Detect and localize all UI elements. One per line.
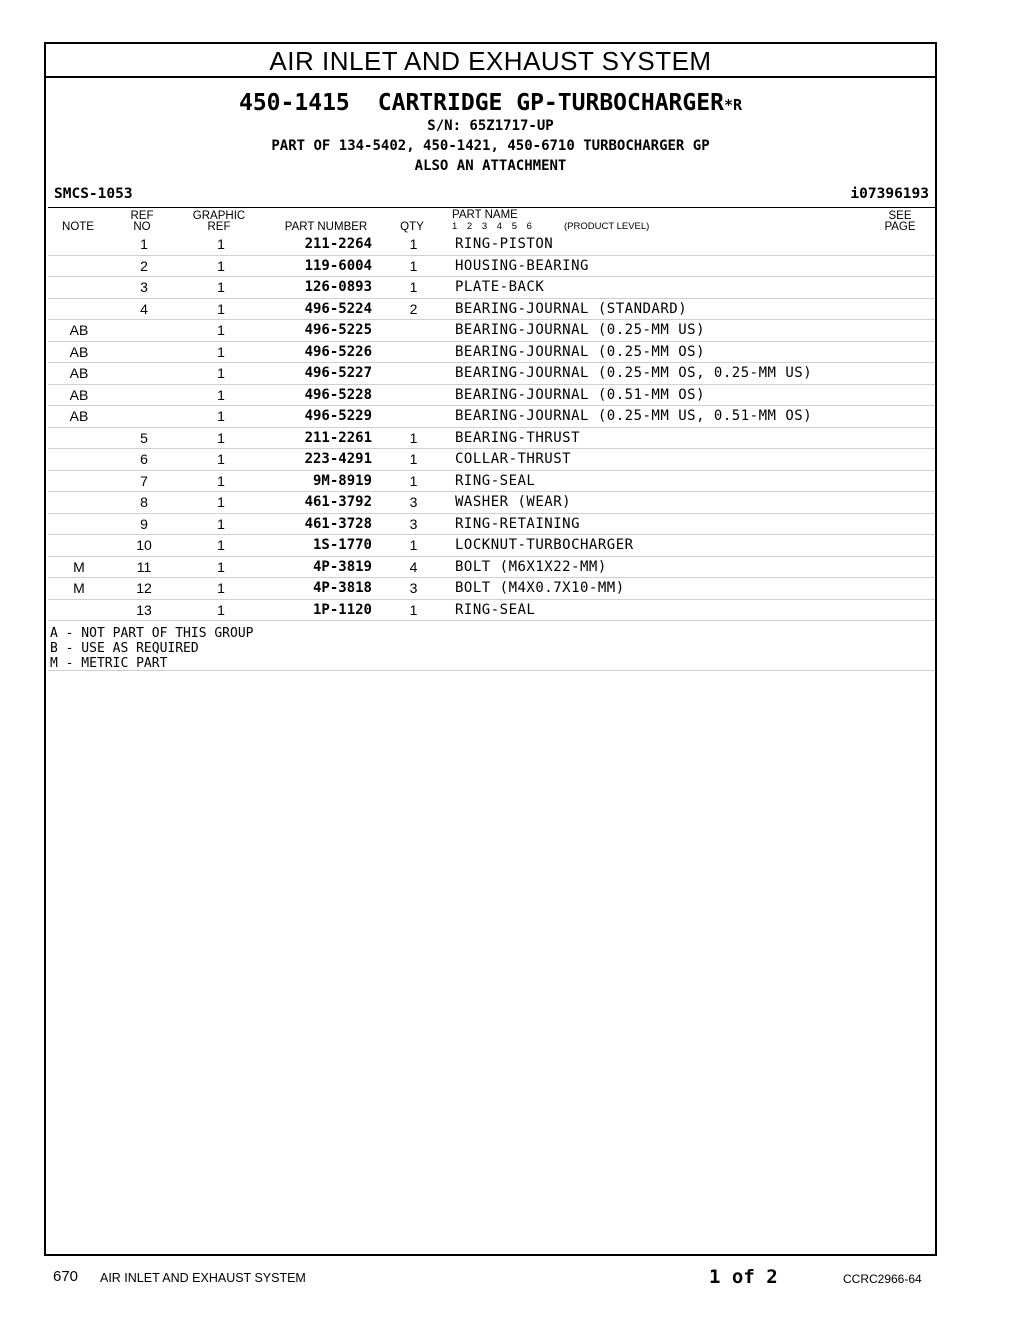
header-see-page: [880, 211, 920, 233]
system-title: AIR INLET AND EXHAUST SYSTEM: [46, 44, 935, 78]
header-part-number: PART NUMBER: [284, 221, 368, 233]
row-part-number: 461-3792: [264, 492, 372, 514]
row-note: [48, 535, 110, 557]
table-row: [48, 255, 935, 277]
illustration-id: i07396193: [850, 186, 929, 202]
row-part-number: 126-0893: [264, 277, 372, 299]
row-ref-no: 13: [110, 599, 178, 621]
row-qty: [372, 406, 455, 428]
row-part-name: BEARING-JOURNAL (0.51-MM OS): [455, 384, 935, 406]
header-ref: [122, 211, 162, 233]
row-part-name: RING-SEAL: [455, 470, 935, 492]
row-part-number: 496-5227: [264, 363, 372, 385]
row-qty: [372, 341, 455, 363]
row-part-number: 1S-1770: [264, 535, 372, 557]
footer-page-of: 1 of 2: [709, 1266, 778, 1288]
row-part-number: 496-5224: [264, 298, 372, 320]
row-ref-no: 4: [110, 298, 178, 320]
group-title: [46, 90, 935, 116]
table-row: [48, 513, 935, 535]
row-part-number: 1P-1120: [264, 599, 372, 621]
header-graphic-bottom: REF: [207, 221, 231, 233]
row-part-name: BEARING-THRUST: [455, 427, 935, 449]
table-row: [48, 384, 935, 406]
table-row: [48, 277, 935, 299]
row-graphic-ref: 1: [178, 406, 264, 428]
row-qty: [372, 320, 455, 342]
row-note: AB: [48, 406, 110, 428]
row-part-name: BEARING-JOURNAL (0.25-MM US, 0.51-MM OS): [455, 406, 935, 428]
row-part-name: BEARING-JOURNAL (0.25-MM OS): [455, 341, 935, 363]
row-note: [48, 449, 110, 471]
row-qty: 1: [372, 234, 455, 255]
row-qty: [372, 363, 455, 385]
row-qty: 4: [372, 556, 455, 578]
header-note: NOTE: [62, 221, 94, 233]
part-of-line: PART OF 134-5402, 450-1421, 450-6710 TURBOCHARGER GP: [271, 138, 710, 154]
group-number: 450-1415: [238, 90, 350, 116]
row-note: [48, 492, 110, 514]
row-ref-no: [110, 363, 178, 385]
header-ref-bottom: NO: [133, 221, 151, 233]
row-note: M: [48, 578, 110, 600]
table-row: [48, 470, 935, 492]
row-part-name: BEARING-JOURNAL (0.25-MM US): [455, 320, 935, 342]
row-qty: 1: [372, 427, 455, 449]
row-part-name: BEARING-JOURNAL (0.25-MM OS, 0.25-MM US): [455, 363, 935, 385]
row-note: [48, 470, 110, 492]
row-part-name: COLLAR-THRUST: [455, 449, 935, 471]
header-see-bottom: PAGE: [884, 221, 916, 233]
row-qty: 3: [372, 578, 455, 600]
row-graphic-ref: 1: [178, 427, 264, 449]
row-qty: 1: [372, 470, 455, 492]
table-row: [48, 449, 935, 471]
table-row: [48, 599, 935, 621]
serial-number: S/N: 65Z1717-UP: [427, 118, 554, 134]
row-qty: 1: [372, 255, 455, 277]
notes-legend: [50, 626, 254, 671]
row-note: [48, 234, 110, 255]
row-qty: 1: [372, 599, 455, 621]
header-ref-top: REF: [130, 210, 154, 222]
row-ref-no: 7: [110, 470, 178, 492]
row-ref-no: 6: [110, 449, 178, 471]
row-graphic-ref: 1: [178, 599, 264, 621]
row-part-name: HOUSING-BEARING: [455, 255, 935, 277]
row-qty: 1: [372, 535, 455, 557]
row-part-number: 496-5226: [264, 341, 372, 363]
row-ref-no: [110, 406, 178, 428]
row-part-name: LOCKNUT-TURBOCHARGER: [455, 535, 935, 557]
table-row: [48, 234, 935, 255]
row-part-number: 4P-3818: [264, 578, 372, 600]
notes-divider: [48, 670, 935, 671]
footer-system-title: AIR INLET AND EXHAUST SYSTEM: [100, 1271, 306, 1285]
footer-doc-code: CCRC2966-64: [843, 1272, 922, 1286]
table-row: [48, 341, 935, 363]
row-graphic-ref: 1: [178, 234, 264, 255]
row-ref-no: 1: [110, 234, 178, 255]
row-graphic-ref: 1: [178, 255, 264, 277]
header-product-levels: 1 2 3 4 5 6: [452, 221, 532, 232]
row-ref-no: 9: [110, 513, 178, 535]
attachment-line: ALSO AN ATTACHMENT: [414, 158, 567, 174]
row-part-name: RING-SEAL: [455, 599, 935, 621]
table-row: [48, 535, 935, 557]
table-row: [48, 492, 935, 514]
row-graphic-ref: 1: [178, 363, 264, 385]
footer-page-number: 670: [53, 1268, 79, 1285]
row-part-number: 496-5225: [264, 320, 372, 342]
row-part-name: PLATE-BACK: [455, 277, 935, 299]
row-part-number: 496-5228: [264, 384, 372, 406]
row-part-number: 461-3728: [264, 513, 372, 535]
row-graphic-ref: 1: [178, 277, 264, 299]
row-graphic-ref: 1: [178, 556, 264, 578]
group-suffix: *R: [723, 96, 743, 114]
row-ref-no: 12: [110, 578, 178, 600]
table-row: [48, 298, 935, 320]
row-note: AB: [48, 363, 110, 385]
row-note: [48, 277, 110, 299]
row-graphic-ref: 1: [178, 513, 264, 535]
row-part-number: 496-5229: [264, 406, 372, 428]
row-graphic-ref: 1: [178, 341, 264, 363]
row-ref-no: 5: [110, 427, 178, 449]
row-graphic-ref: 1: [178, 578, 264, 600]
header-divider: [48, 207, 935, 208]
row-part-number: 9M-8919: [264, 470, 372, 492]
parts-table: [48, 234, 935, 621]
table-row: [48, 556, 935, 578]
row-ref-no: 10: [110, 535, 178, 557]
row-part-name: BOLT (M6X1X22-MM): [455, 556, 935, 578]
table-row: [48, 427, 935, 449]
row-part-number: 211-2261: [264, 427, 372, 449]
note-a: A - NOT PART OF THIS GROUP: [50, 626, 254, 641]
header-graphic-top: GRAPHIC: [192, 210, 246, 222]
table-row: [48, 578, 935, 600]
row-part-name: RING-PISTON: [455, 234, 935, 255]
table-row: [48, 320, 935, 342]
row-part-name: RING-RETAINING: [455, 513, 935, 535]
row-graphic-ref: 1: [178, 320, 264, 342]
row-note: [48, 298, 110, 320]
note-b: B - USE AS REQUIRED: [50, 641, 199, 656]
row-ref-no: 11: [110, 556, 178, 578]
row-graphic-ref: 1: [178, 298, 264, 320]
row-qty: 1: [372, 449, 455, 471]
row-part-number: 223-4291: [264, 449, 372, 471]
row-qty: 2: [372, 298, 455, 320]
row-part-name: BOLT (M4X0.7X10-MM): [455, 578, 935, 600]
row-qty: 3: [372, 492, 455, 514]
row-ref-no: [110, 384, 178, 406]
row-ref-no: 3: [110, 277, 178, 299]
row-qty: 3: [372, 513, 455, 535]
row-note: [48, 255, 110, 277]
row-note: [48, 513, 110, 535]
table-row: [48, 363, 935, 385]
header-qty: QTY: [400, 221, 424, 233]
header-see-top: SEE: [888, 210, 912, 222]
row-ref-no: [110, 341, 178, 363]
smcs-code: SMCS-1053: [54, 186, 133, 202]
table-row: [48, 406, 935, 428]
row-ref-no: 2: [110, 255, 178, 277]
row-graphic-ref: 1: [178, 384, 264, 406]
row-graphic-ref: 1: [178, 449, 264, 471]
row-note: AB: [48, 341, 110, 363]
parts-table-body: [48, 234, 935, 621]
row-graphic-ref: 1: [178, 535, 264, 557]
row-note: M: [48, 556, 110, 578]
row-part-name: BEARING-JOURNAL (STANDARD): [455, 298, 935, 320]
note-m: M - METRIC PART: [50, 656, 168, 671]
row-note: [48, 427, 110, 449]
row-part-number: 119-6004: [264, 255, 372, 277]
row-ref-no: 8: [110, 492, 178, 514]
header-product-level-label: (PRODUCT LEVEL): [564, 221, 650, 232]
group-name: CARTRIDGE GP-TURBOCHARGER: [377, 90, 724, 116]
row-note: [48, 599, 110, 621]
row-graphic-ref: 1: [178, 470, 264, 492]
row-note: AB: [48, 320, 110, 342]
row-note: AB: [48, 384, 110, 406]
row-graphic-ref: 1: [178, 492, 264, 514]
header-part-name: PART NAME: [452, 209, 518, 221]
document-frame: [44, 42, 937, 1256]
row-part-name: WASHER (WEAR): [455, 492, 935, 514]
row-qty: 1: [372, 277, 455, 299]
row-part-number: 211-2264: [264, 234, 372, 255]
row-ref-no: [110, 320, 178, 342]
row-part-number: 4P-3819: [264, 556, 372, 578]
header-graphic: [186, 211, 252, 233]
row-qty: [372, 384, 455, 406]
